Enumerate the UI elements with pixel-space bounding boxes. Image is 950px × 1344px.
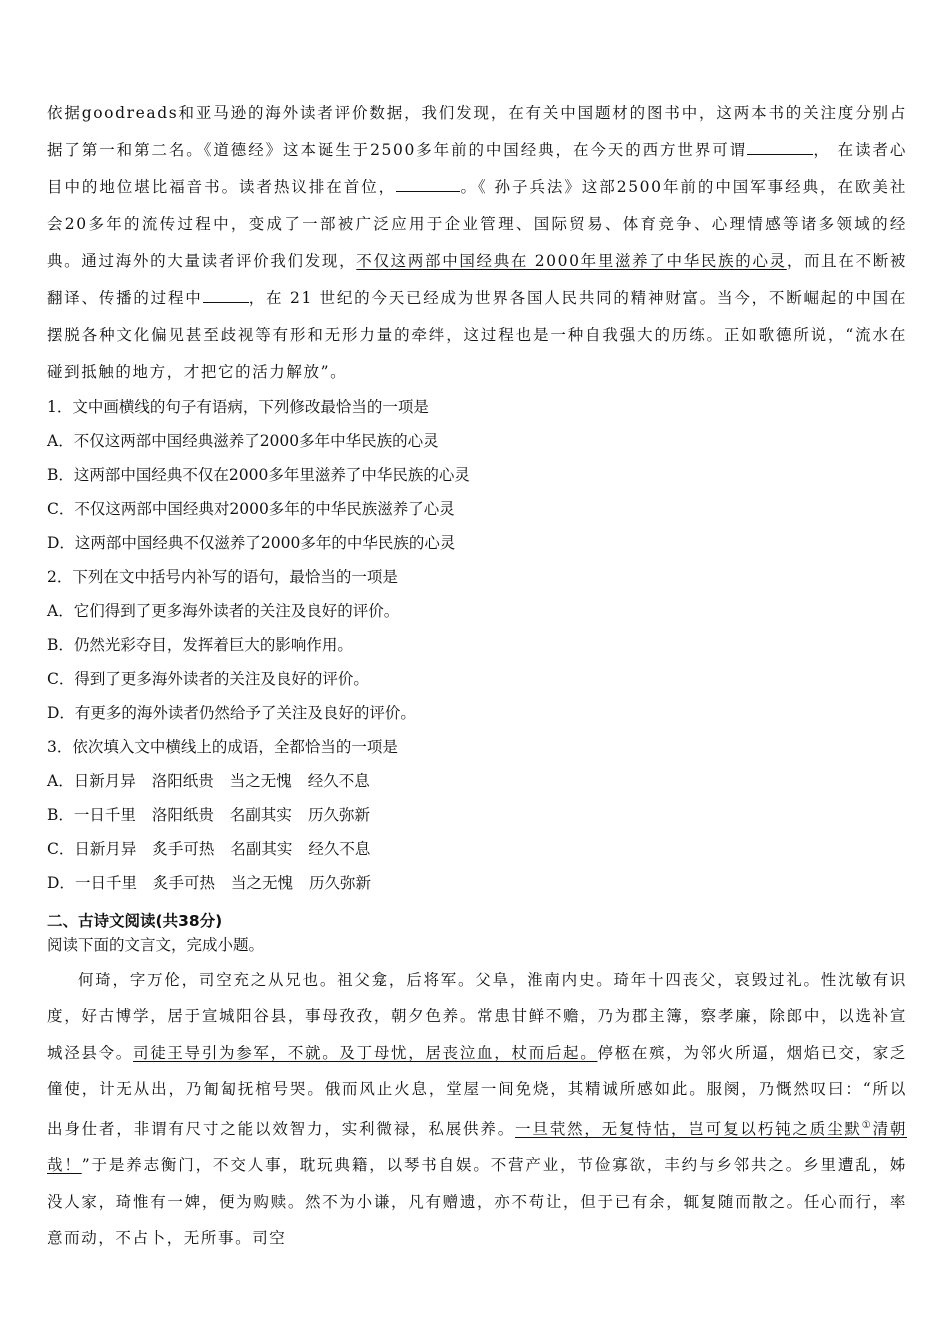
passage-text: 停柩在殡，为邻火所逼，烟焰已交，家乏僮使，计无从出，乃匍匐抚棺号哭。俄而风止火息，堂屋一间免烧，其精诚所感如此。服阕，乃慨然叹曰：“所以出身仕者，非谓有尺寸之能以效智力，实利微禄，私展供养。	[47, 1043, 907, 1138]
idiom: 日新月异	[73, 772, 136, 790]
passage-classical	[47, 962, 907, 1256]
question-3-stem: 3．依次填入文中横线上的成语，全都恰当的一项是	[47, 738, 398, 756]
idiom: 炙手可热	[152, 874, 215, 892]
idiom: 当之无愧	[230, 874, 293, 892]
section-intro: 阅读下面的文言文，完成小题。	[47, 936, 265, 954]
footnote-marker: ①	[861, 1119, 873, 1131]
question-2-option-d: D．有更多的海外读者仍然给予了关注及良好的评价。	[47, 704, 416, 722]
option-letter: D．	[47, 874, 75, 892]
question-1-stem: 1．文中画横线的句子有语病，下列修改最恰当的一项是	[47, 398, 429, 416]
passage-text: ， 在读者心目中的地位堪比福音书。读者热议排在首位，	[47, 141, 907, 196]
question-3-option-d	[47, 873, 371, 893]
fill-blank-2	[396, 175, 460, 192]
idiom: 炙手可热	[152, 840, 215, 858]
idiom: 名副其实	[230, 840, 293, 858]
underlined-sentence: 司徒王导引为参军，不就。及丁母忧，居丧泣血，杖而后起。	[133, 1043, 598, 1062]
idiom: 经久不息	[307, 772, 370, 790]
idiom: 经久不息	[308, 840, 371, 858]
underlined-text: 一旦茕然，无复恃怙，岂可复以朽钝之质尘默	[515, 1119, 862, 1138]
passage-text: ，在 21 世纪的今天已经成为世界各国人民共同的精神财富。当今，不断崛起的中国在摆脱各种文化偏见甚至歧视等有形和无形力量的牵绊，这过程也是一种自我强大的历练。正如歌德所说，“流水在碰到抵触的地方，才把它的活力解放”。	[47, 289, 907, 381]
passage-text: ”于是养志衡门，不交人事，耽玩典籍，以琴书自娱。不营产业，节俭寡欲，丰约与乡邻共之。乡里遭乱，姊没人家，琦惟有一婢，便为购赎。然不为小谦，凡有赠遗，亦不苟让，但于已有余，辄复随而散之。任心而行，率意而动，不占卜，无所事。司空	[47, 1156, 907, 1247]
idiom: 历久弥新	[307, 806, 370, 824]
option-letter: C．	[47, 840, 75, 858]
idiom: 洛阳纸贵	[151, 772, 214, 790]
question-2-option-c: C．得到了更多海外读者的关注及良好的评价。	[47, 670, 369, 688]
passage-text: ，而且在不断被翻译、传播的过程中	[47, 252, 908, 307]
idiom: 一日千里	[74, 874, 137, 892]
idiom: 历久弥新	[308, 874, 371, 892]
underlined-text: 清朝哉！	[47, 1119, 907, 1175]
question-1-option-d: D．这两部中国经典不仅滋养了2000多年的中华民族的心灵	[47, 534, 456, 552]
question-2-option-a: A．它们得到了更多海外读者的关注及良好的评价。	[47, 602, 400, 620]
idiom: 一日千里	[73, 806, 136, 824]
passage-modern	[47, 95, 907, 391]
question-1-option-c: C．不仅这两部中国经典对2000多年的中华民族滋养了心灵	[47, 500, 455, 518]
idiom: 日新月异	[74, 840, 137, 858]
question-1-option-a: A．不仅这两部中国经典滋养了2000多年中华民族的心灵	[47, 432, 439, 450]
option-letter: A．	[47, 772, 74, 790]
question-3-option-b	[47, 805, 370, 825]
passage-text: 。《 孙子兵法》这部2500年前的中国军事经典，在欧美社会20多年的流传过程中，变成了一部被广泛应用于企业管理、国际贸易、体育竞争、心理情感等诸多领域的经典。通过海外的大量读者评价我们发现，	[47, 178, 907, 270]
question-3-option-c	[47, 839, 370, 859]
section-heading: 二、古诗文阅读(共38分)	[47, 912, 223, 930]
fill-blank-3	[203, 286, 249, 303]
option-letter: B．	[47, 806, 74, 824]
question-2-option-b: B．仍然光彩夺目，发挥着巨大的影响作用。	[47, 636, 353, 654]
question-1-option-b: B．这两部中国经典不仅在2000多年里滋养了中华民族的心灵	[47, 466, 470, 484]
idiom: 洛阳纸贵	[151, 806, 214, 824]
idiom: 当之无愧	[229, 772, 292, 790]
passage-text: 依据goodreads和亚马逊的海外读者评价数据，我们发现，在有关中国题材的图书中，这两本书的关注度分别占据了第一和第二名。《道德经》这本诞生于2500多年前的中国经典，在今天的西方世界可谓	[47, 104, 907, 159]
fill-blank-1	[747, 138, 813, 155]
underlined-sentence: 不仅这两部中国经典在 2000年里滋养了中华民族的心灵	[356, 252, 787, 270]
question-3-option-a	[47, 771, 370, 791]
passage-text: 何琦，字万伦，司空充之从兄也。祖父龛，后将军。父阜，淮南内史。琦年十四丧父，哀毁过礼。性沈敏有识度，好古博学，居于宣城阳谷县，事母孜孜，朝夕色养。常患甘鲜不赡，乃为郡主簿，察孝廉，除郎中，以选补宣城泾县令。	[47, 971, 907, 1062]
idiom: 名副其实	[229, 806, 292, 824]
question-2-stem: 2．下列在文中括号内补写的语句，最恰当的一项是	[47, 568, 398, 586]
